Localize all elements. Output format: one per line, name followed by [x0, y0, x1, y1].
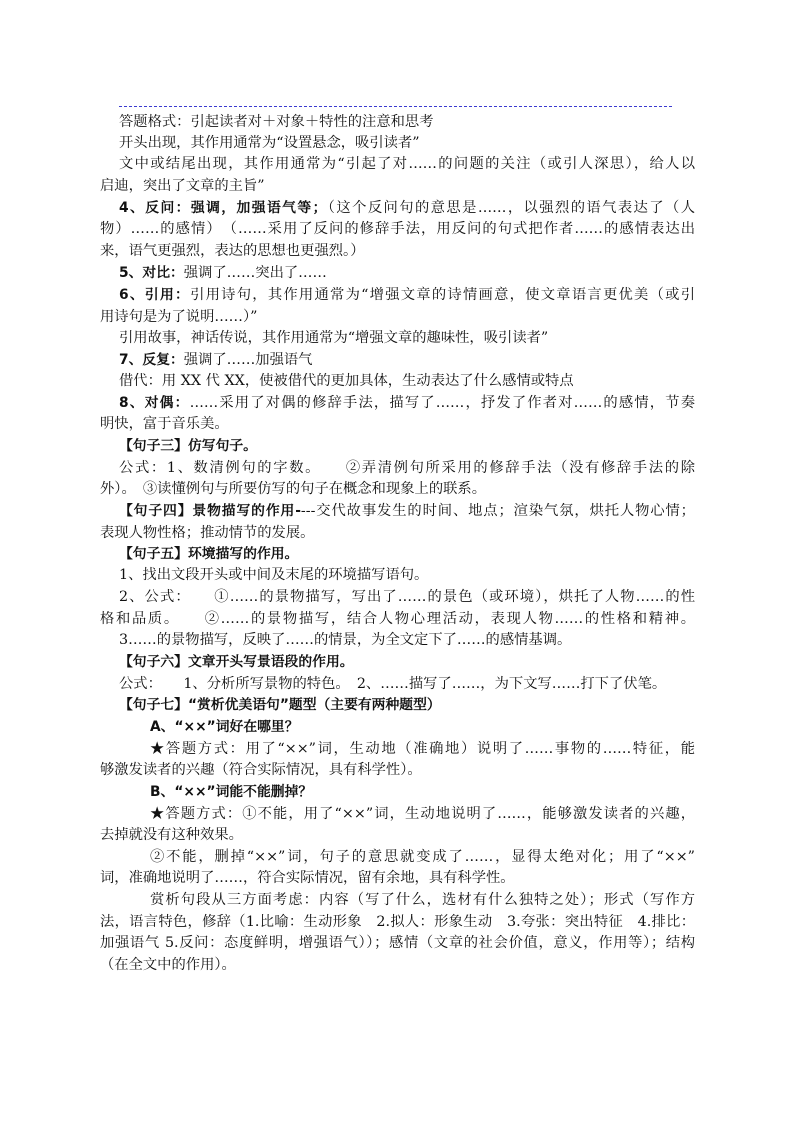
text-line: [150, 717, 695, 737]
text-line: [100, 307, 695, 327]
text-line: [150, 739, 695, 759]
text-line: [100, 760, 695, 780]
body-text: 加强语气 5.反问：态度鲜明，增强语气））；感情（文章的社会价值，意义，作用等）；结构: [100, 935, 695, 951]
text-line: [119, 501, 695, 521]
text-line: [119, 198, 695, 218]
text-line: [119, 458, 695, 478]
text-line: [119, 263, 695, 283]
text-line: [119, 112, 695, 132]
body-text: 开头出现，其作用通常为“设置悬念，吸引读者”: [119, 135, 420, 151]
body-text: （在全文中的作用）。: [100, 957, 236, 973]
bold-heading-text: 8、对偶：: [119, 395, 190, 411]
body-text: 赏析句段从三方面考虑：内容（写了什么，选材有什么独特之处）；形式（写作方: [150, 892, 695, 908]
text-line: [100, 176, 695, 196]
text-line: [119, 133, 695, 153]
body-text: 去掉就没有这种效果。: [100, 827, 243, 843]
body-text: ★答题方式：用了“××”词，生动地（准确地）说明了……事物的……特征，能: [150, 741, 695, 757]
body-text: 引用诗句，其作用通常为“增强文章的诗情画意，使文章语言更优美（或引: [190, 287, 695, 303]
text-line: [119, 674, 695, 694]
body-text: ★答题方式：①不能，用了“××”词，生动地说明了……，能够激发读者的兴趣，: [150, 806, 695, 822]
text-line: [119, 371, 695, 391]
body-text: 公式： 1、分析所写景物的特色。 2、……描写了……，为下文写……打下了伏笔。: [119, 676, 667, 692]
text-line: [100, 825, 695, 845]
text-line: [150, 890, 695, 910]
body-text: 公式：1、数清例句的字数。 ②弄清例句所采用的修辞手法（没有修辞手法的除: [119, 460, 695, 476]
text-line: [100, 414, 695, 434]
bold-heading-text: 【句子六】文章开头写景语段的作用。: [119, 654, 354, 670]
body-text: ……采用了对偶的修辞手法，描写了……，抒发了作者对……的感情，节奏: [189, 395, 695, 411]
bold-heading-text: 5、对比：: [119, 265, 184, 281]
text-line: [100, 479, 695, 499]
body-text: 法，语言特色，修辞（1.比喻：生动形象 2.拟人：形象生动 3.夸张：突出特征 4.排比：: [100, 914, 695, 930]
body-text: 强调了……突出了……: [183, 265, 327, 281]
body-text: 够激发读者的兴趣（符合实际情况，具有科学性）。: [100, 762, 422, 778]
body-text: ---交代故事发生的时间、地点；渲染气氛，烘托人物心情；: [300, 503, 695, 519]
bold-heading-text: B、“××”词能不能删掉？: [150, 784, 313, 800]
text-line: [119, 587, 695, 607]
body-text: 2、公式： ①……的景物描写，写出了……的景色（或环境），烘托了人物……的性: [119, 589, 695, 605]
text-line: [100, 933, 695, 953]
bold-heading-text: 【句子五】环境描写的作用。: [119, 546, 299, 562]
body-text: 借代：用 XX 代 XX，使被借代的更加具体，生动表达了什么感情或特点: [119, 373, 574, 389]
text-line: [119, 350, 695, 370]
text-line: [100, 868, 695, 888]
text-line: [119, 652, 695, 672]
text-line: [119, 328, 695, 348]
text-line: [119, 630, 695, 650]
bold-heading-text: 4、反问：强调，加强语气等；: [119, 200, 327, 216]
bold-heading-text: 【句子三】仿写句子。: [119, 438, 257, 454]
body-text: 来，语气更强烈，表达的思想也更强烈。）: [100, 243, 365, 259]
body-text: 外）。 ③读懂例句与所要仿写的句子在概念和现象上的联系。: [100, 481, 487, 497]
body-text: 词，准确地说明了……，符合实际情况，留有余地，具有科学性。: [100, 870, 515, 886]
body-text: ②不能，删掉“××”词，句子的意思就变成了……，显得太绝对化；用了“××”: [150, 849, 695, 865]
text-line: [150, 804, 695, 824]
body-text: 1、找出文段开头或中间及末尾的环境描写语句。: [119, 567, 429, 583]
header-dashed-rule: [119, 106, 672, 107]
text-line: [119, 393, 695, 413]
bold-heading-text: A、“××”词好在哪里？: [150, 719, 299, 735]
text-line: [100, 955, 695, 975]
bold-heading-text: 6、引用：: [119, 287, 191, 303]
bold-heading-text: 【句子四】景物描写的作用-: [119, 503, 301, 519]
body-text: （这个反问句的意思是……，以强烈的语气表达了（人: [326, 200, 695, 216]
text-line: [150, 847, 695, 867]
text-line: [119, 285, 695, 305]
text-line: [119, 154, 695, 174]
body-text: 3……的景物描写，反映了……的情景，为全文定下了……的感情基调。: [119, 632, 572, 648]
body-text: 表现人物性格；推动情节的发展。: [100, 525, 315, 541]
text-line: [100, 912, 695, 932]
text-line: [100, 523, 695, 543]
body-text: 引用故事，神话传说，其作用通常为“增强文章的趣味性，吸引读者”: [119, 330, 549, 346]
text-line: [100, 609, 695, 629]
bold-heading-text: 【句子七】“赏析优美语句”题型（主要有两种题型）: [119, 697, 441, 713]
text-line: [100, 241, 695, 261]
body-text: 格和品质。 ②……的景物描写，结合人物心理活动，表现人物……的性格和精神。: [100, 611, 695, 627]
text-line: [150, 782, 695, 802]
body-text: 用诗句是为了说明……）”: [100, 309, 258, 325]
text-line: [119, 544, 695, 564]
body-text: 物）……的感情） （……采用了反问的修辞手法，用反问的句式把作者……的感情表达出: [100, 221, 695, 237]
body-text: 明快，富于音乐美。: [100, 416, 229, 432]
text-line: [119, 695, 695, 715]
body-text: 文中或结尾出现，其作用通常为“引起了对……的问题的关注（或引人深思），给人以: [119, 156, 695, 172]
body-text: 强调了……加强语气: [183, 352, 313, 368]
body-text: 答题格式：引起读者对＋对象＋特性的注意和思考: [119, 114, 434, 130]
text-line: [100, 219, 695, 239]
text-line: [119, 565, 695, 585]
bold-heading-text: 7、反复：: [119, 352, 184, 368]
body-text: 启迪，突出了文章的主旨”: [100, 178, 265, 194]
text-line: [119, 436, 695, 456]
